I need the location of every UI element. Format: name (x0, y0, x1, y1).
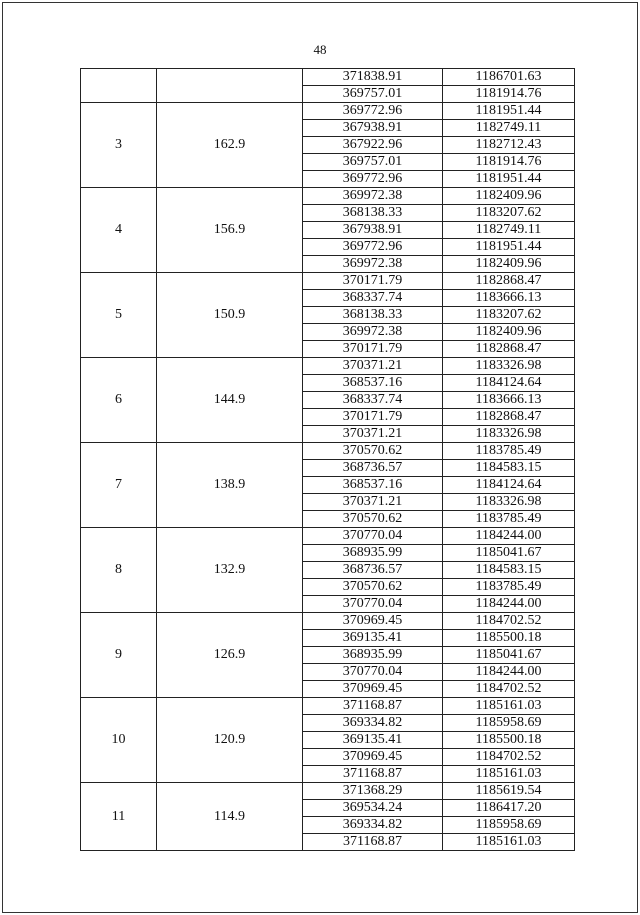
x-coordinate-cell: 370371.21 (303, 426, 443, 443)
group-value-cell: 120.9 (157, 698, 303, 783)
x-coordinate-cell: 369334.82 (303, 817, 443, 834)
page-number: 48 (313, 42, 327, 57)
x-coordinate-cell: 369972.38 (303, 256, 443, 273)
x-coordinate-cell: 370770.04 (303, 528, 443, 545)
y-coordinate-cell: 1182409.96 (443, 256, 575, 273)
table-row (81, 358, 575, 375)
group-id-cell (81, 69, 157, 103)
y-coordinate-cell: 1185161.03 (443, 766, 575, 783)
group-value-cell: 144.9 (157, 358, 303, 443)
x-coordinate-cell: 370969.45 (303, 681, 443, 698)
y-coordinate-cell: 1185041.67 (443, 647, 575, 664)
group-id-cell: 3 (81, 103, 157, 188)
y-coordinate-cell: 1181951.44 (443, 239, 575, 256)
group-value-cell (157, 69, 303, 103)
group-value-cell: 162.9 (157, 103, 303, 188)
x-coordinate-cell: 371368.29 (303, 783, 443, 800)
group-value-cell: 114.9 (157, 783, 303, 851)
y-coordinate-cell: 1182868.47 (443, 273, 575, 290)
x-coordinate-cell: 370371.21 (303, 358, 443, 375)
table-row (81, 783, 575, 800)
y-coordinate-cell: 1185958.69 (443, 715, 575, 732)
y-coordinate-cell: 1185619.54 (443, 783, 575, 800)
table-row (81, 188, 575, 205)
group-value-cell: 150.9 (157, 273, 303, 358)
x-coordinate-cell: 368935.99 (303, 545, 443, 562)
y-coordinate-cell: 1183666.13 (443, 290, 575, 307)
x-coordinate-cell: 370171.79 (303, 409, 443, 426)
x-coordinate-cell: 370570.62 (303, 443, 443, 460)
y-coordinate-cell: 1181914.76 (443, 86, 575, 103)
x-coordinate-cell: 369972.38 (303, 188, 443, 205)
x-coordinate-cell: 369135.41 (303, 732, 443, 749)
y-coordinate-cell: 1184702.52 (443, 613, 575, 630)
y-coordinate-cell: 1186417.20 (443, 800, 575, 817)
x-coordinate-cell: 367922.96 (303, 137, 443, 154)
x-coordinate-cell: 370171.79 (303, 273, 443, 290)
x-coordinate-cell: 368138.33 (303, 307, 443, 324)
y-coordinate-cell: 1186701.63 (443, 69, 575, 86)
y-coordinate-cell: 1182868.47 (443, 341, 575, 358)
x-coordinate-cell: 370570.62 (303, 579, 443, 596)
x-coordinate-cell: 370969.45 (303, 749, 443, 766)
x-coordinate-cell: 369772.96 (303, 239, 443, 256)
x-coordinate-cell: 370371.21 (303, 494, 443, 511)
group-id-cell: 11 (81, 783, 157, 851)
x-coordinate-cell: 369334.82 (303, 715, 443, 732)
x-coordinate-cell: 369772.96 (303, 103, 443, 120)
x-coordinate-cell: 368537.16 (303, 477, 443, 494)
table-row (81, 443, 575, 460)
y-coordinate-cell: 1183785.49 (443, 579, 575, 596)
group-value-cell: 156.9 (157, 188, 303, 273)
x-coordinate-cell: 369757.01 (303, 154, 443, 171)
group-value-cell: 132.9 (157, 528, 303, 613)
table-row (81, 613, 575, 630)
y-coordinate-cell: 1182749.11 (443, 222, 575, 239)
y-coordinate-cell: 1185161.03 (443, 834, 575, 851)
x-coordinate-cell: 371168.87 (303, 766, 443, 783)
y-coordinate-cell: 1183207.62 (443, 205, 575, 222)
group-value-cell: 138.9 (157, 443, 303, 528)
y-coordinate-cell: 1185500.18 (443, 732, 575, 749)
y-coordinate-cell: 1184124.64 (443, 477, 575, 494)
x-coordinate-cell: 368337.74 (303, 290, 443, 307)
coordinates-table (80, 68, 575, 851)
x-coordinate-cell: 368537.16 (303, 375, 443, 392)
y-coordinate-cell: 1183326.98 (443, 426, 575, 443)
group-id-cell: 10 (81, 698, 157, 783)
group-id-cell: 5 (81, 273, 157, 358)
y-coordinate-cell: 1181951.44 (443, 171, 575, 188)
y-coordinate-cell: 1183326.98 (443, 358, 575, 375)
x-coordinate-cell: 371168.87 (303, 698, 443, 715)
y-coordinate-cell: 1182409.96 (443, 324, 575, 341)
y-coordinate-cell: 1183207.62 (443, 307, 575, 324)
group-id-cell: 9 (81, 613, 157, 698)
y-coordinate-cell: 1184702.52 (443, 681, 575, 698)
x-coordinate-cell: 368935.99 (303, 647, 443, 664)
x-coordinate-cell: 368736.57 (303, 562, 443, 579)
y-coordinate-cell: 1182868.47 (443, 409, 575, 426)
y-coordinate-cell: 1185041.67 (443, 545, 575, 562)
y-coordinate-cell: 1185958.69 (443, 817, 575, 834)
table-row (81, 528, 575, 545)
x-coordinate-cell: 369757.01 (303, 86, 443, 103)
x-coordinate-cell: 371838.91 (303, 69, 443, 86)
x-coordinate-cell: 369972.38 (303, 324, 443, 341)
x-coordinate-cell: 368337.74 (303, 392, 443, 409)
x-coordinate-cell: 370570.62 (303, 511, 443, 528)
y-coordinate-cell: 1182712.43 (443, 137, 575, 154)
y-coordinate-cell: 1184124.64 (443, 375, 575, 392)
table-row (81, 698, 575, 715)
y-coordinate-cell: 1183666.13 (443, 392, 575, 409)
x-coordinate-cell: 368138.33 (303, 205, 443, 222)
y-coordinate-cell: 1185500.18 (443, 630, 575, 647)
y-coordinate-cell: 1185161.03 (443, 698, 575, 715)
y-coordinate-cell: 1184583.15 (443, 460, 575, 477)
x-coordinate-cell: 368736.57 (303, 460, 443, 477)
y-coordinate-cell: 1183785.49 (443, 511, 575, 528)
x-coordinate-cell: 370171.79 (303, 341, 443, 358)
x-coordinate-cell: 367938.91 (303, 222, 443, 239)
y-coordinate-cell: 1184244.00 (443, 596, 575, 613)
group-value-cell: 126.9 (157, 613, 303, 698)
y-coordinate-cell: 1181914.76 (443, 154, 575, 171)
x-coordinate-cell: 370969.45 (303, 613, 443, 630)
group-id-cell: 6 (81, 358, 157, 443)
y-coordinate-cell: 1184244.00 (443, 528, 575, 545)
group-id-cell: 4 (81, 188, 157, 273)
table-row (81, 103, 575, 120)
y-coordinate-cell: 1181951.44 (443, 103, 575, 120)
y-coordinate-cell: 1184702.52 (443, 749, 575, 766)
table-row (81, 69, 575, 86)
y-coordinate-cell: 1182749.11 (443, 120, 575, 137)
x-coordinate-cell: 370770.04 (303, 596, 443, 613)
x-coordinate-cell: 369772.96 (303, 171, 443, 188)
y-coordinate-cell: 1183785.49 (443, 443, 575, 460)
x-coordinate-cell: 370770.04 (303, 664, 443, 681)
group-id-cell: 7 (81, 443, 157, 528)
x-coordinate-cell: 369534.24 (303, 800, 443, 817)
x-coordinate-cell: 367938.91 (303, 120, 443, 137)
y-coordinate-cell: 1184244.00 (443, 664, 575, 681)
y-coordinate-cell: 1183326.98 (443, 494, 575, 511)
y-coordinate-cell: 1184583.15 (443, 562, 575, 579)
x-coordinate-cell: 369135.41 (303, 630, 443, 647)
y-coordinate-cell: 1182409.96 (443, 188, 575, 205)
coordinates-table-body (81, 69, 575, 851)
x-coordinate-cell: 371168.87 (303, 834, 443, 851)
group-id-cell: 8 (81, 528, 157, 613)
table-row (81, 273, 575, 290)
